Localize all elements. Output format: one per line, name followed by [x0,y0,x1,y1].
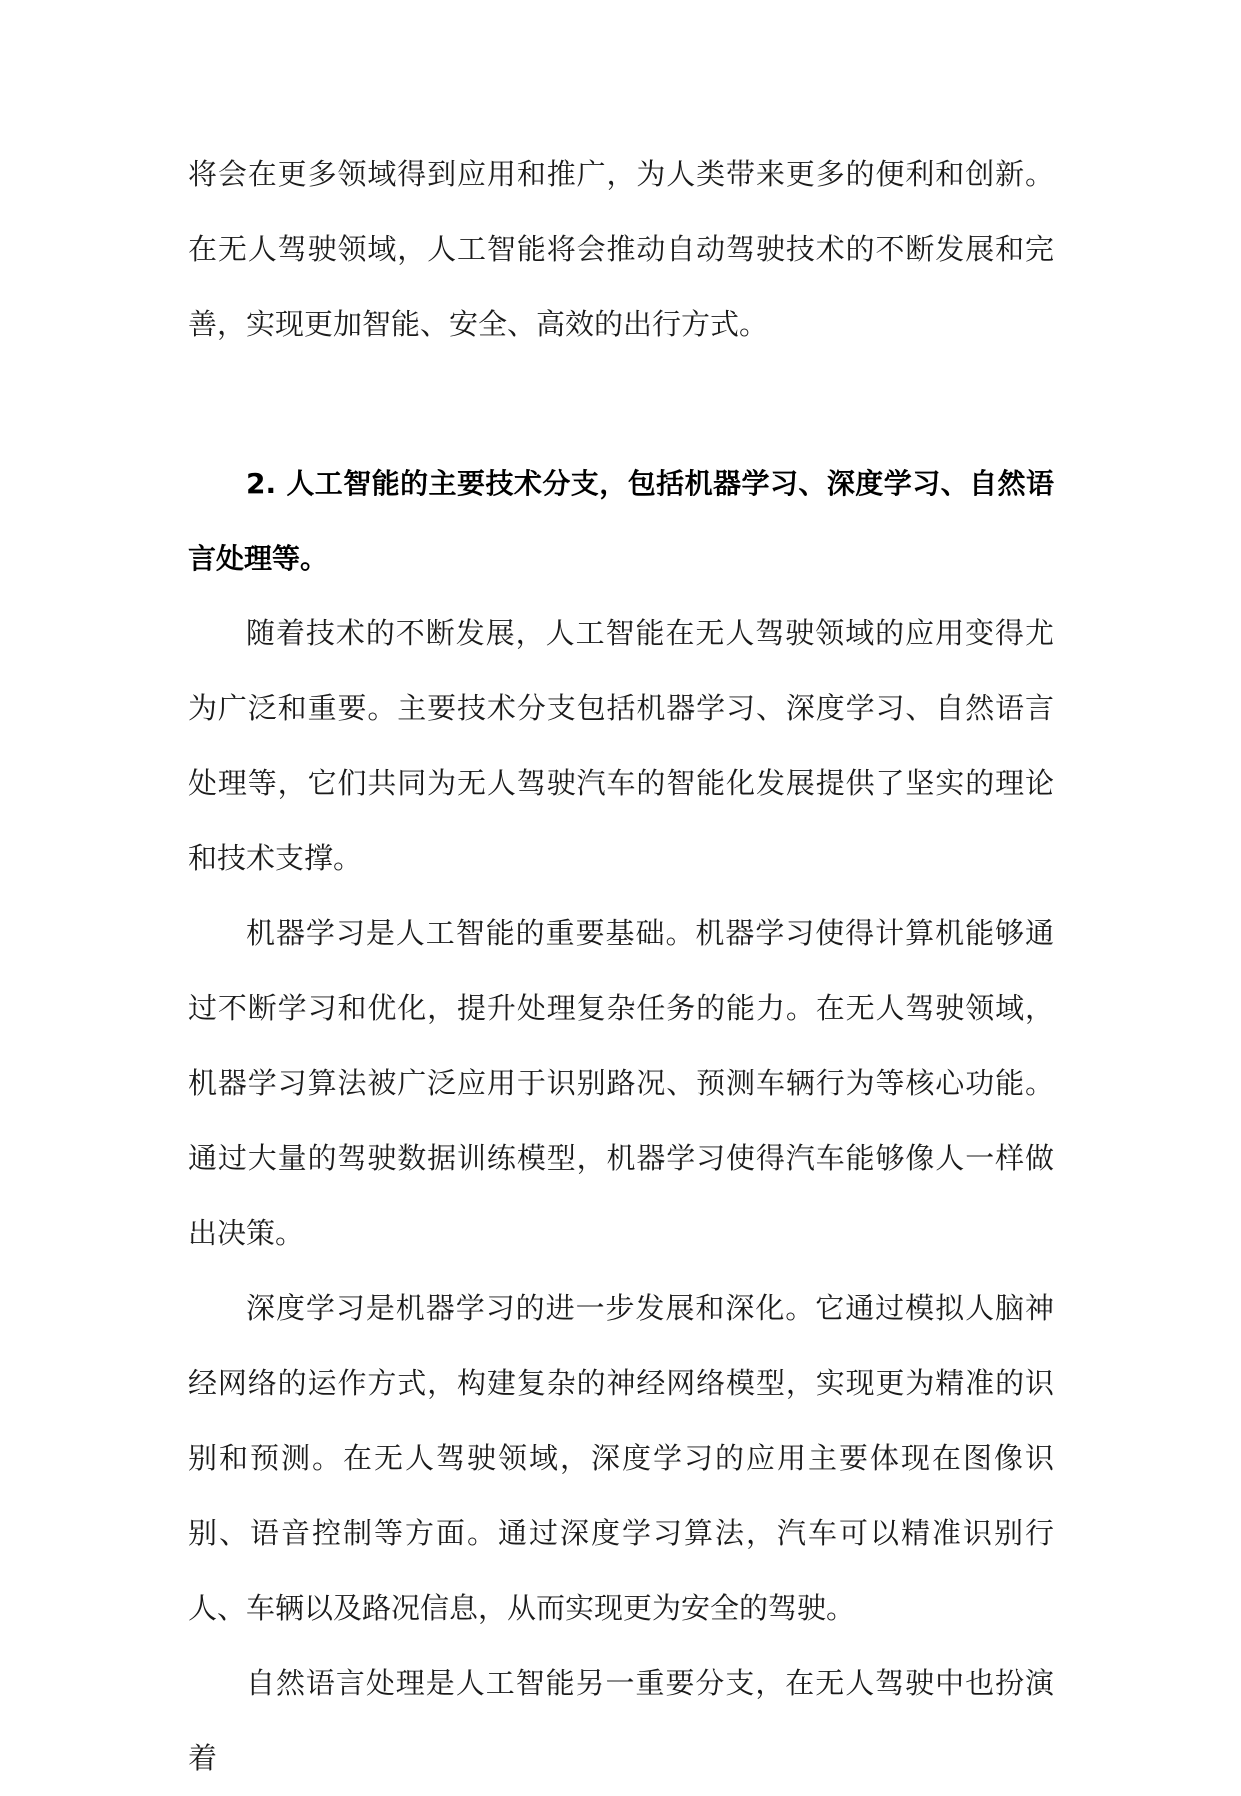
paragraph-machine-learning: 机器学习是人工智能的重要基础。机器学习使得计算机能够通过不断学习和优化，提升处理复杂任务的能力。在无人驾驶领域，机器学习算法被广泛应用于识别路况、预测车辆行为等核心功能。通过大量的驾驶数据训练模型，机器学习使得汽车能够像人一样做出决策。 [188,916,1054,1250]
paragraph-nlp: 自然语言处理是人工智能另一重要分支，在无人驾驶中也扮演着 [188,1666,1054,1775]
paragraph-deep-learning: 深度学习是机器学习的进一步发展和深化。它通过模拟人脑神经网络的运作方式，构建复杂的神经网络模型，实现更为精准的识别和预测。在无人驾驶领域，深度学习的应用主要体现在图像识别、语音控制等方面。通过深度学习算法，汽车可以精准识别行人、车辆以及路况信息，从而实现更为安全的驾驶。 [188,1291,1054,1625]
paragraph-tech-branches: 随着技术的不断发展，人工智能在无人驾驶领域的应用变得尤为广泛和重要。主要技术分支包括机器学习、深度学习、自然语言处理等，它们共同为无人驾驶汽车的智能化发展提供了坚实的理论和技术支撑。 [188,616,1054,875]
paragraph-continuation: 将会在更多领域得到应用和推广，为人类带来更多的便利和创新。在无人驾驶领域，人工智能将会推动自动驾驶技术的不断发展和完善，实现更加智能、安全、高效的出行方式。 [188,157,1054,341]
document-body [188,137,1054,1796]
section-spacer [188,362,1054,437]
section-heading: 2. 人工智能的主要技术分支，包括机器学习、深度学习、自然语言处理等。 [188,467,1054,575]
